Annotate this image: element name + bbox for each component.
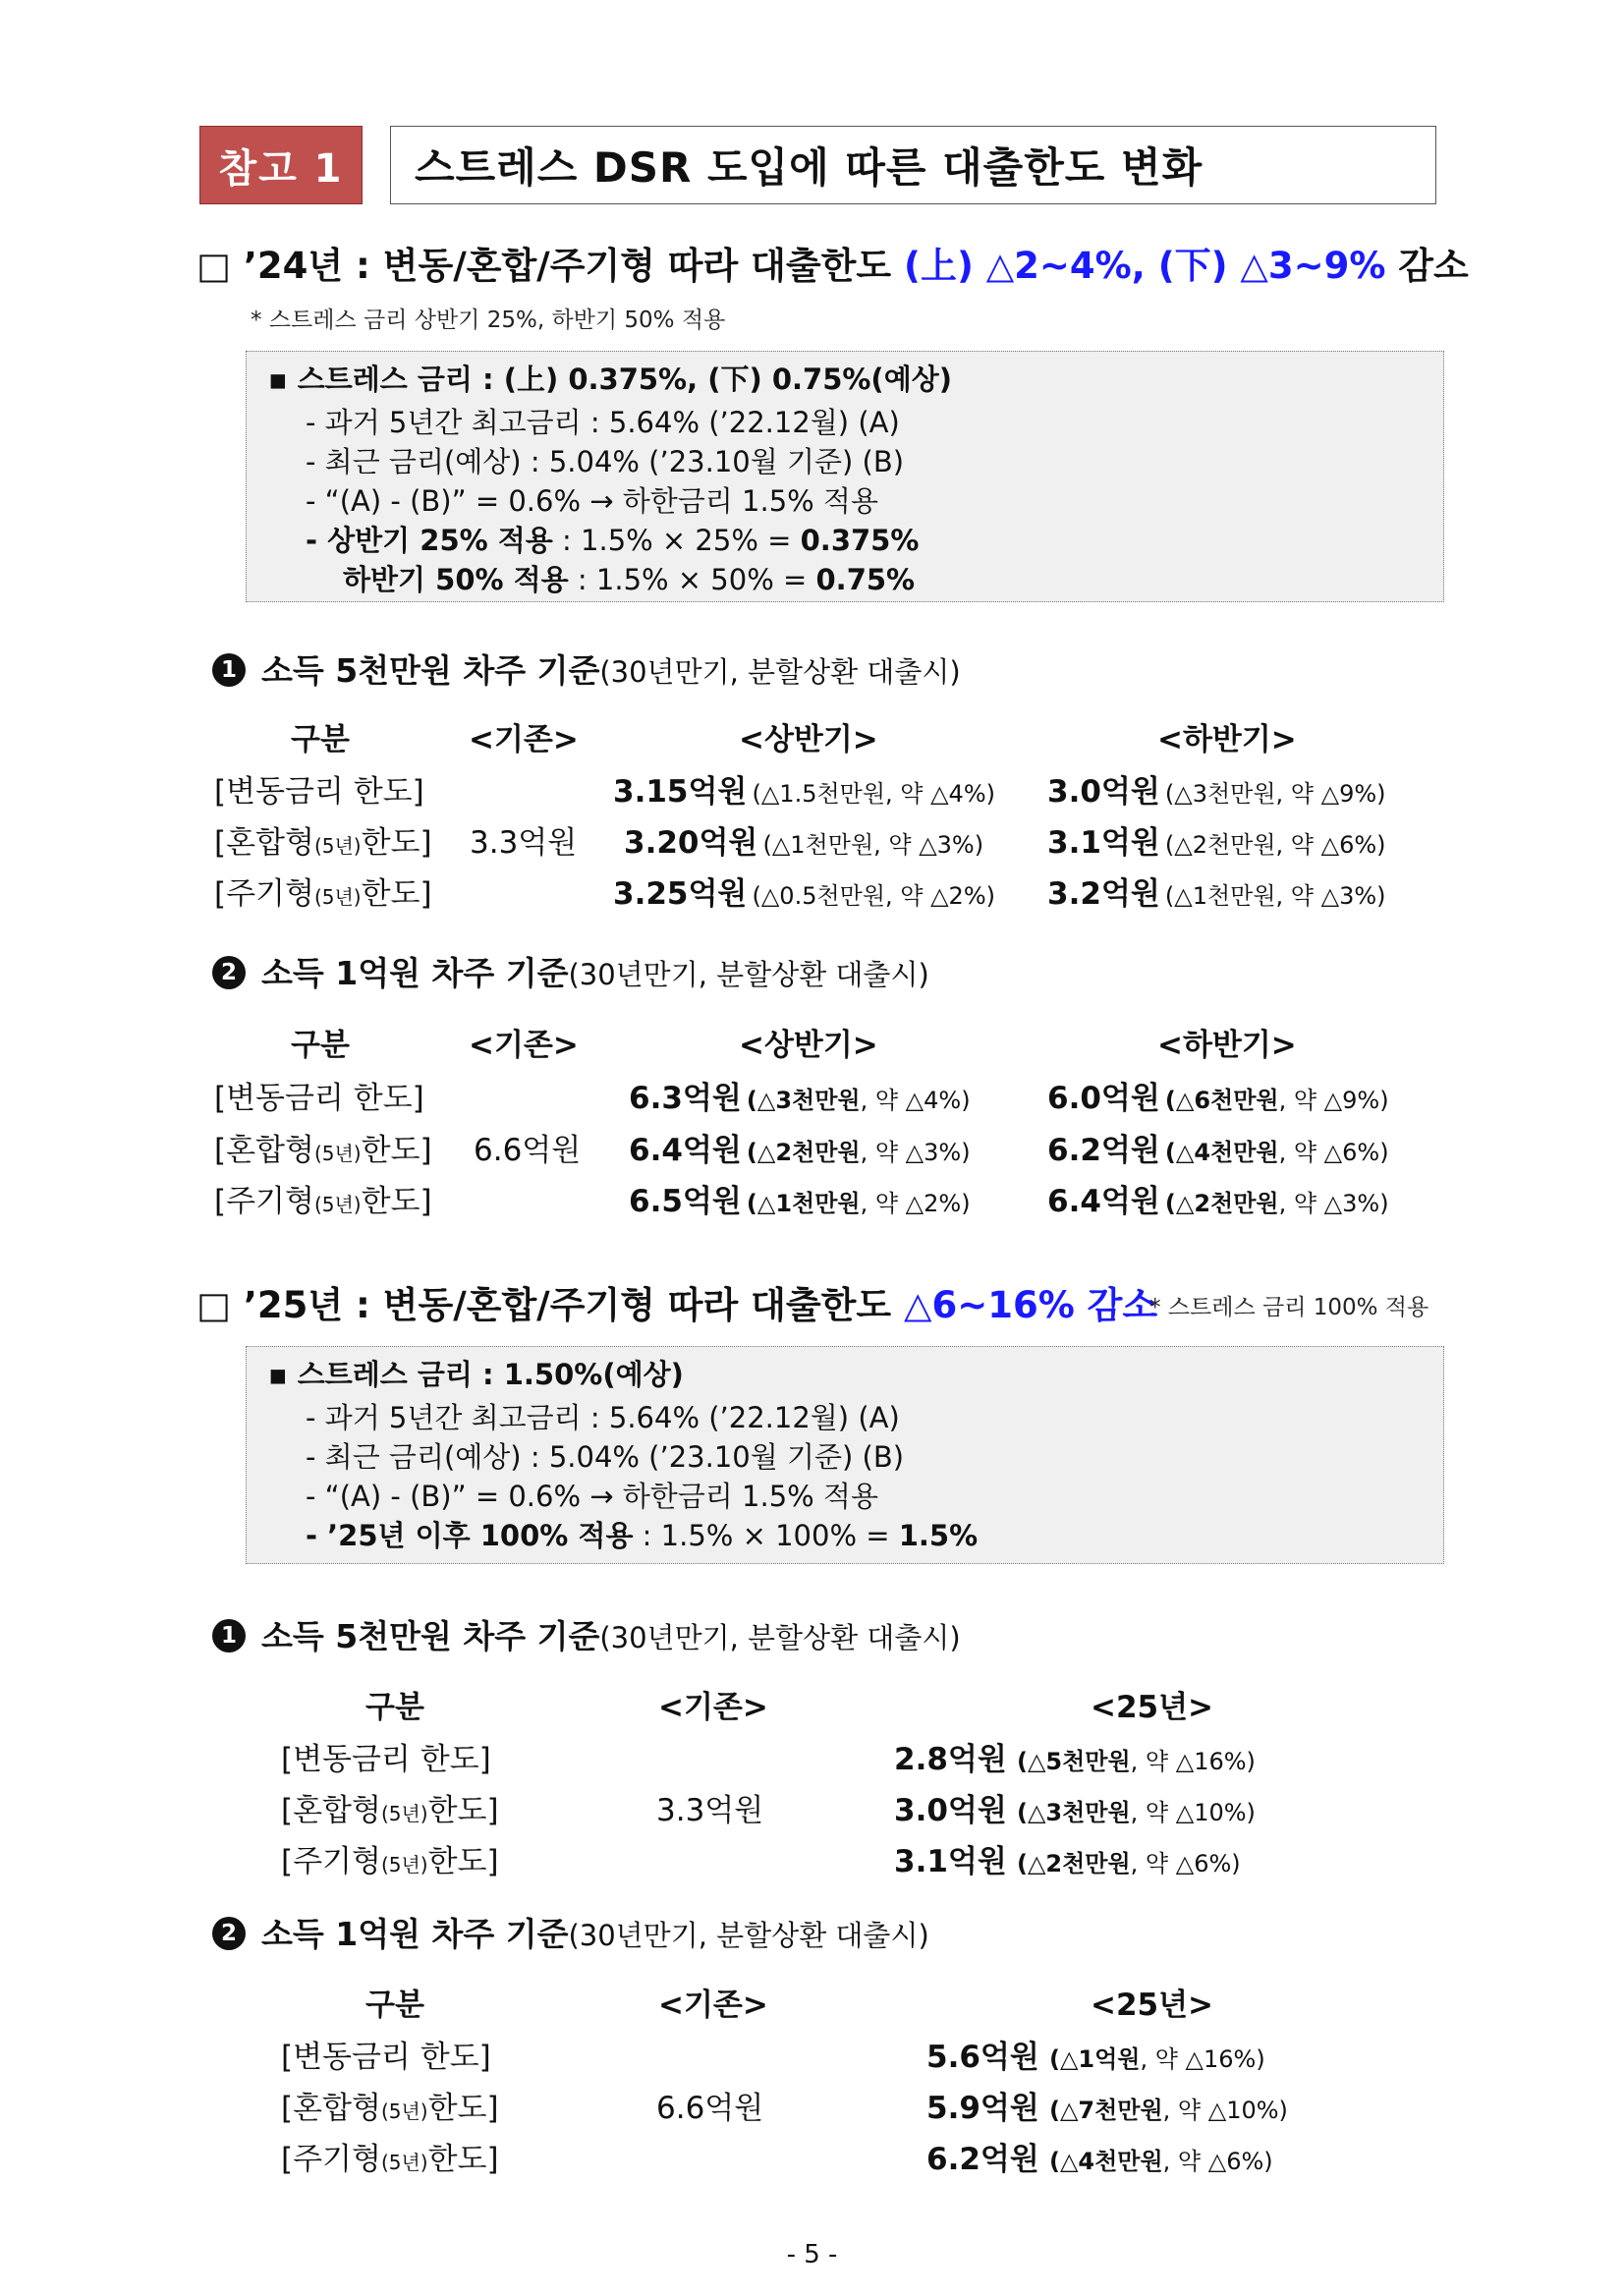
- first-half-cell: 6.5억원 (△1천만원, 약 △2%): [629, 1184, 971, 1219]
- number-2-icon: 2: [212, 1917, 246, 1950]
- reference-badge: 참고 1: [199, 126, 363, 204]
- header-base: <기존>: [658, 1690, 768, 1725]
- heading-tail: 감소: [1385, 245, 1469, 287]
- second-half-cell: 6.4억원 (△2천만원, 약 △3%): [1047, 1184, 1389, 1219]
- header-2025: <25년>: [1091, 1690, 1214, 1725]
- second-half-cell: 6.2억원 (△4천만원, 약 △6%): [1047, 1133, 1389, 1168]
- header-gubun: 구분: [365, 1690, 424, 1725]
- heading-highlight: (上) △2~4%, (下) △3~9%: [904, 245, 1386, 287]
- box-line-1: ▪ 스트레스 금리 : 1.50%(예상): [268, 1358, 684, 1391]
- section-2024-heading: [196, 236, 1469, 289]
- row-label: [혼합형(5년)한도]: [214, 825, 432, 861]
- box-line-4: - “(A) - (B)” = 0.6% → 하한금리 1.5% 적용: [306, 484, 878, 518]
- header-base: <기존>: [658, 1988, 768, 2023]
- year-2025-cell: 3.1억원 (△2천만원, 약 △6%): [894, 1844, 1241, 1879]
- header-second-half: <하반기>: [1157, 722, 1297, 757]
- year-2025-cell: 5.9억원 (△7천만원, 약 △10%): [926, 2091, 1288, 2126]
- checkbox-bullet: □: [196, 1284, 231, 1326]
- header-gubun: 구분: [291, 722, 350, 757]
- second-half-cell: 3.1억원 (△2천만원, 약 △6%): [1047, 825, 1386, 861]
- first-half-cell: 3.20억원 (△1천만원, 약 △3%): [624, 825, 984, 861]
- header-first-half: <상반기>: [739, 722, 878, 757]
- stress-rate-box-2025: [246, 1346, 1444, 1564]
- heading-highlight: △6~16% 감소: [904, 1284, 1158, 1326]
- subheading-2024-income-100m: 2 소득 1억원 차주 기준(30년만기, 분할상환 대출시): [212, 948, 929, 994]
- base-value: 6.6억원: [474, 1133, 582, 1168]
- box-line-4: - “(A) - (B)” = 0.6% → 하한금리 1.5% 적용: [306, 1480, 878, 1513]
- number-2-icon: 2: [212, 956, 246, 989]
- first-half-cell: 3.15억원 (△1.5천만원, 약 △4%): [613, 774, 995, 810]
- base-value: 6.6억원: [656, 2091, 764, 2126]
- stress-rate-box-2024: [246, 351, 1444, 602]
- header-gubun: 구분: [365, 1988, 424, 2023]
- row-label: [혼합형(5년)한도]: [281, 1793, 499, 1828]
- first-half-cell: 6.4억원 (△2천만원, 약 △3%): [629, 1133, 971, 1168]
- year-2025-cell: 6.2억원 (△4천만원, 약 △6%): [926, 2142, 1273, 2177]
- section-2024-note: * 스트레스 금리 상반기 25%, 하반기 50% 적용: [251, 308, 726, 333]
- first-half-cell: 3.25억원 (△0.5천만원, 약 △2%): [613, 876, 995, 912]
- row-label: [혼합형(5년)한도]: [214, 1133, 432, 1168]
- number-1-icon: 1: [212, 1619, 246, 1652]
- heading-text: ’24년 : 변동/혼합/주기형 따라 대출한도: [243, 245, 905, 287]
- row-label: [변동금리 한도]: [281, 1742, 491, 1777]
- year-2025-cell: 3.0억원 (△3천만원, 약 △10%): [894, 1793, 1256, 1828]
- header-gubun: 구분: [291, 1028, 350, 1063]
- subheading-2025-income-50m: 1 소득 5천만원 차주 기준(30년만기, 분할상환 대출시): [212, 1611, 961, 1657]
- box-line-2: - 과거 5년간 최고금리 : 5.64% (’22.12월) (A): [306, 406, 900, 439]
- year-2025-cell: 2.8억원 (△5천만원, 약 △16%): [894, 1742, 1256, 1777]
- base-value: 3.3억원: [656, 1793, 764, 1828]
- section-2025-heading: [196, 1275, 1157, 1328]
- header-second-half: <하반기>: [1157, 1028, 1297, 1063]
- box-line-3: - 최근 금리(예상) : 5.04% (’23.10월 기준) (B): [306, 1440, 905, 1474]
- second-half-cell: 6.0억원 (△6천만원, 약 △9%): [1047, 1081, 1389, 1116]
- row-label: [변동금리 한도]: [214, 774, 424, 810]
- subheading-2024-income-50m: 1 소득 5천만원 차주 기준(30년만기, 분할상환 대출시): [212, 645, 961, 692]
- checkbox-bullet: □: [196, 245, 231, 287]
- second-half-cell: 3.0억원 (△3천만원, 약 △9%): [1047, 774, 1386, 810]
- header-first-half: <상반기>: [739, 1028, 878, 1063]
- row-label: [주기형(5년)한도]: [214, 1184, 432, 1219]
- heading-text: ’25년 : 변동/혼합/주기형 따라 대출한도: [243, 1284, 905, 1326]
- row-label: [주기형(5년)한도]: [281, 2142, 499, 2177]
- page-number: - 5 -: [786, 2240, 838, 2269]
- number-1-icon: 1: [212, 653, 246, 687]
- second-half-cell: 3.2억원 (△1천만원, 약 △3%): [1047, 876, 1386, 912]
- header-2025: <25년>: [1091, 1988, 1214, 2023]
- box-line-3: - 최근 금리(예상) : 5.04% (’23.10월 기준) (B): [306, 445, 905, 478]
- box-line-6: 하반기 50% 적용 : 1.5% × 50% = 0.75%: [343, 563, 916, 596]
- box-line-5: - 상반기 25% 적용 : 1.5% × 25% = 0.375%: [306, 524, 920, 557]
- section-2025-note: * 스트레스 금리 100% 적용: [1149, 1295, 1429, 1320]
- header-base: <기존>: [469, 1028, 579, 1063]
- row-label: [혼합형(5년)한도]: [281, 2091, 499, 2126]
- subheading-2025-income-100m: 2 소득 1억원 차주 기준(30년만기, 분할상환 대출시): [212, 1909, 929, 1955]
- year-2025-cell: 5.6억원 (△1억원, 약 △16%): [926, 2040, 1265, 2075]
- base-value: 3.3억원: [470, 825, 578, 861]
- box-line-2: - 과거 5년간 최고금리 : 5.64% (’22.12월) (A): [306, 1401, 900, 1434]
- row-label: [주기형(5년)한도]: [214, 876, 432, 912]
- page-title: 스트레스 DSR 도입에 따른 대출한도 변화: [390, 126, 1436, 204]
- header-base: <기존>: [469, 722, 579, 757]
- row-label: [변동금리 한도]: [214, 1081, 424, 1116]
- box-line-1: ▪ 스트레스 금리 : (上) 0.375%, (下) 0.75%(예상): [268, 363, 952, 396]
- first-half-cell: 6.3억원 (△3천만원, 약 △4%): [629, 1081, 971, 1116]
- row-label: [변동금리 한도]: [281, 2040, 491, 2075]
- row-label: [주기형(5년)한도]: [281, 1844, 499, 1879]
- box-line-5: - ’25년 이후 100% 적용 : 1.5% × 100% = 1.5%: [306, 1519, 979, 1552]
